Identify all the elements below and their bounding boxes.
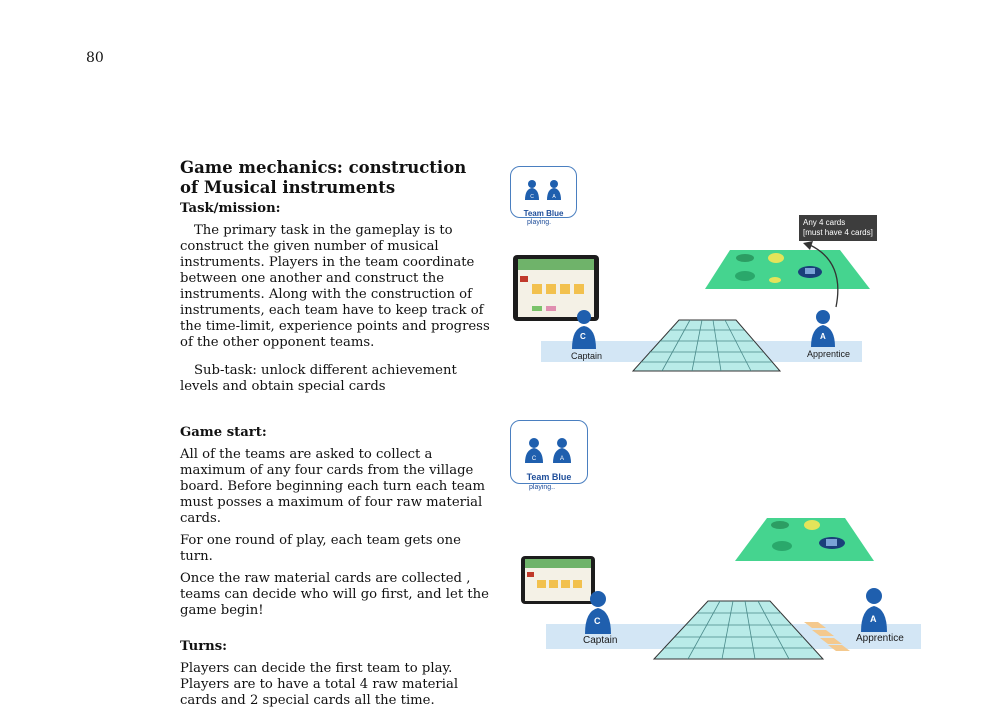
svg-text:A: A bbox=[559, 456, 565, 462]
subtask-paragraph: Sub-task: unlock different achievement levels and obtain special cards bbox=[180, 363, 457, 394]
task-heading: Task/mission: bbox=[180, 201, 281, 216]
task-paragraph: The primary task in the gameplay is to construct the given number of musical instruments. Players in the team coordinate between one another and construct the instruments. Along with the construction of instruments, each team have to keep track of the time-limit, experience points and progress of the other opponent teams. bbox=[180, 223, 490, 350]
captain-letter: C bbox=[594, 616, 601, 626]
game-start-paragraph-3: Once the raw material cards are collected , teams can decide who will go first, and let the game begin! bbox=[180, 571, 489, 618]
apprentice-pawn-icon bbox=[861, 588, 887, 632]
svg-text:C: C bbox=[531, 456, 537, 462]
game-start-paragraph-1: All of the teams are asked to collect a maximum of any four cards from the village board. Before beginning each turn each team must posses a maximum of four raw material cards. bbox=[180, 447, 485, 526]
apprentice-letter: A bbox=[870, 614, 877, 624]
section-title: Game mechanics: construction of Musical instruments bbox=[180, 158, 467, 197]
team-name: Team Blue bbox=[523, 209, 564, 218]
captain-label: Captain bbox=[571, 351, 603, 361]
captain-letter: C bbox=[580, 332, 586, 341]
apprentice-label: Apprentice bbox=[807, 349, 851, 359]
svg-text:A: A bbox=[552, 194, 556, 200]
turns-heading: Turns: bbox=[180, 639, 228, 654]
captain-label: Captain bbox=[583, 635, 618, 646]
apprentice-label: Apprentice bbox=[856, 633, 904, 644]
svg-text:C: C bbox=[530, 194, 534, 200]
apprentice-letter: A bbox=[820, 332, 826, 341]
game-start-heading: Game start: bbox=[180, 425, 267, 440]
turns-paragraph: Players can decide the first team to play. Players are to have a total 4 raw material cards and 2 special cards all the time. bbox=[180, 661, 459, 708]
team-status: playing.. bbox=[529, 484, 556, 491]
team-status: playing. bbox=[527, 219, 552, 226]
tablet-icon bbox=[521, 556, 595, 604]
cards-callout: Any 4 cards [must have 4 cards] bbox=[799, 215, 877, 241]
game-start-paragraph-2: For one round of play, each team gets one turn. bbox=[180, 533, 461, 564]
team-name: Team Blue bbox=[526, 472, 572, 482]
page-number: 80 bbox=[86, 50, 104, 66]
